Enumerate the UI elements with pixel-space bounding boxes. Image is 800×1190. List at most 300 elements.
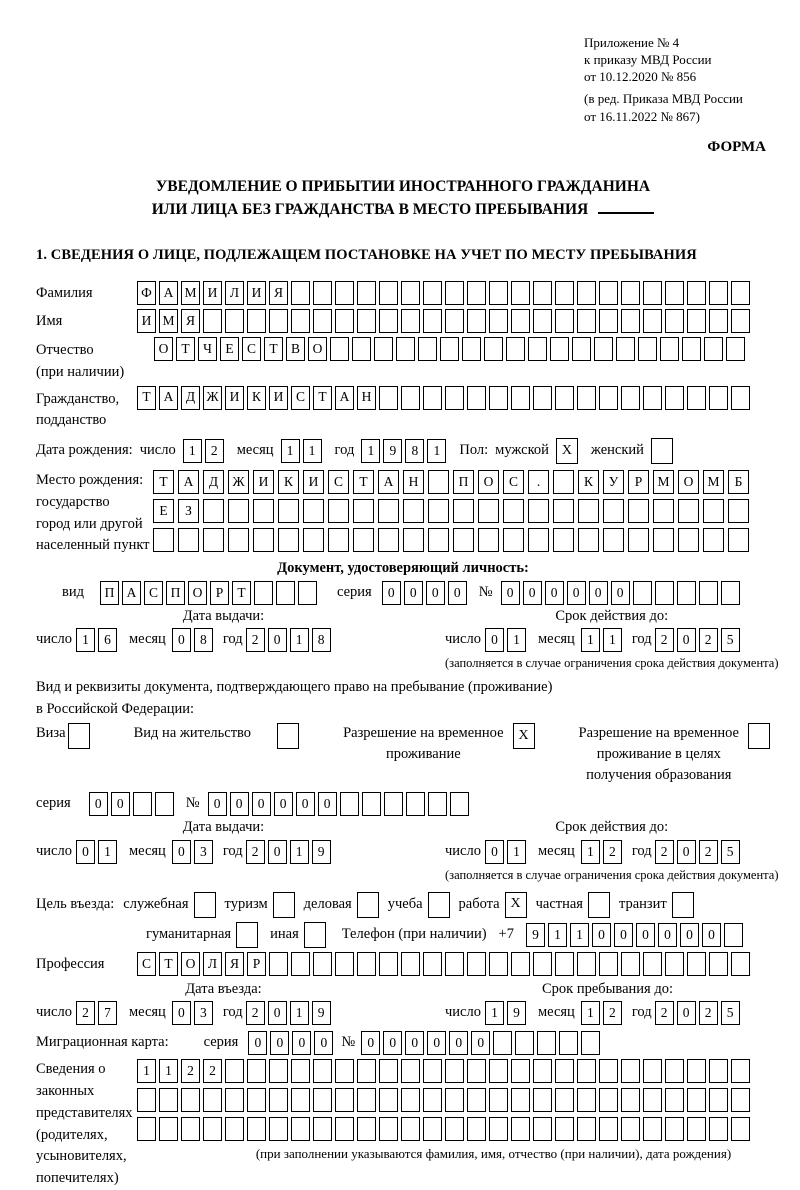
char-box[interactable] xyxy=(357,281,376,305)
char-box[interactable] xyxy=(228,499,249,523)
char-box[interactable] xyxy=(599,1088,618,1112)
char-box[interactable] xyxy=(467,952,486,976)
char-box[interactable]: 0 xyxy=(405,1031,424,1055)
char-box[interactable] xyxy=(665,952,684,976)
char-box[interactable]: 1 xyxy=(603,628,622,652)
char-box[interactable] xyxy=(396,337,415,361)
char-box[interactable] xyxy=(379,281,398,305)
char-box[interactable] xyxy=(709,386,728,410)
char-box[interactable] xyxy=(247,1117,266,1141)
char-box[interactable] xyxy=(225,1059,244,1083)
char-box[interactable] xyxy=(731,1088,750,1112)
char-box[interactable] xyxy=(678,528,699,552)
char-box[interactable]: Ж xyxy=(228,470,249,494)
char-box[interactable]: И xyxy=(269,386,288,410)
char-box[interactable] xyxy=(555,281,574,305)
char-box[interactable] xyxy=(253,499,274,523)
char-box[interactable] xyxy=(677,581,696,605)
char-box[interactable]: 1 xyxy=(361,439,380,463)
char-box[interactable]: 1 xyxy=(281,439,300,463)
char-box[interactable]: 0 xyxy=(172,840,191,864)
char-box[interactable] xyxy=(678,499,699,523)
char-box[interactable] xyxy=(621,281,640,305)
char-box[interactable] xyxy=(493,1031,512,1055)
char-box[interactable] xyxy=(247,1059,266,1083)
char-box[interactable]: Ч xyxy=(198,337,217,361)
char-box[interactable]: У xyxy=(603,470,624,494)
char-box[interactable] xyxy=(203,528,224,552)
char-box[interactable] xyxy=(533,281,552,305)
char-box[interactable] xyxy=(254,581,273,605)
char-box[interactable]: 0 xyxy=(270,1031,289,1055)
char-box[interactable] xyxy=(550,337,569,361)
char-box[interactable] xyxy=(687,386,706,410)
char-box[interactable] xyxy=(577,952,596,976)
char-box[interactable] xyxy=(665,1088,684,1112)
char-box[interactable] xyxy=(489,1117,508,1141)
char-box[interactable] xyxy=(379,386,398,410)
char-box[interactable]: Н xyxy=(403,470,424,494)
char-box[interactable] xyxy=(682,337,701,361)
char-box[interactable] xyxy=(511,386,530,410)
char-box[interactable] xyxy=(269,1088,288,1112)
char-box[interactable] xyxy=(660,337,679,361)
char-box[interactable]: 0 xyxy=(677,1001,696,1025)
char-box[interactable]: 2 xyxy=(203,1059,222,1083)
char-box[interactable] xyxy=(528,499,549,523)
char-box[interactable]: А xyxy=(178,470,199,494)
char-box[interactable] xyxy=(709,309,728,333)
char-box[interactable]: О xyxy=(308,337,327,361)
char-box[interactable] xyxy=(506,337,525,361)
char-box[interactable]: X xyxy=(513,723,535,749)
char-box[interactable] xyxy=(489,309,508,333)
char-box[interactable] xyxy=(704,337,723,361)
char-box[interactable]: 0 xyxy=(268,840,287,864)
char-box[interactable] xyxy=(328,528,349,552)
char-box[interactable] xyxy=(616,337,635,361)
char-box[interactable] xyxy=(577,309,596,333)
char-box[interactable] xyxy=(276,581,295,605)
char-box[interactable]: 1 xyxy=(507,840,526,864)
char-box[interactable]: 0 xyxy=(111,792,130,816)
char-box[interactable] xyxy=(247,1088,266,1112)
char-box[interactable] xyxy=(489,386,508,410)
char-box[interactable] xyxy=(581,1031,600,1055)
char-box[interactable] xyxy=(515,1031,534,1055)
char-box[interactable]: З xyxy=(178,499,199,523)
char-box[interactable] xyxy=(653,499,674,523)
char-box[interactable] xyxy=(577,281,596,305)
char-box[interactable]: 8 xyxy=(405,439,424,463)
char-box[interactable] xyxy=(269,309,288,333)
char-box[interactable]: 1 xyxy=(570,923,589,947)
char-box[interactable] xyxy=(357,892,379,918)
char-box[interactable] xyxy=(401,309,420,333)
char-box[interactable]: 1 xyxy=(581,840,600,864)
char-box[interactable] xyxy=(236,922,258,948)
char-box[interactable] xyxy=(651,438,673,464)
char-box[interactable]: О xyxy=(478,470,499,494)
char-box[interactable] xyxy=(313,952,332,976)
char-box[interactable] xyxy=(687,309,706,333)
char-box[interactable] xyxy=(378,499,399,523)
char-box[interactable] xyxy=(357,952,376,976)
char-box[interactable] xyxy=(450,792,469,816)
char-box[interactable] xyxy=(137,1088,156,1112)
char-box[interactable] xyxy=(578,528,599,552)
char-box[interactable]: 0 xyxy=(614,923,633,947)
char-box[interactable] xyxy=(511,1059,530,1083)
char-box[interactable] xyxy=(578,499,599,523)
char-box[interactable] xyxy=(225,309,244,333)
char-box[interactable]: М xyxy=(159,309,178,333)
char-box[interactable] xyxy=(203,1088,222,1112)
char-box[interactable] xyxy=(687,952,706,976)
char-box[interactable] xyxy=(278,499,299,523)
char-box[interactable] xyxy=(335,1088,354,1112)
char-box[interactable]: 0 xyxy=(296,792,315,816)
char-box[interactable] xyxy=(489,1059,508,1083)
char-box[interactable]: 0 xyxy=(382,581,401,605)
char-box[interactable] xyxy=(467,386,486,410)
char-box[interactable] xyxy=(728,528,749,552)
char-box[interactable]: 2 xyxy=(655,628,674,652)
char-box[interactable] xyxy=(621,386,640,410)
char-box[interactable] xyxy=(577,1117,596,1141)
char-box[interactable] xyxy=(577,386,596,410)
char-box[interactable] xyxy=(304,922,326,948)
char-box[interactable] xyxy=(687,281,706,305)
char-box[interactable]: 0 xyxy=(702,923,721,947)
char-box[interactable]: Н xyxy=(357,386,376,410)
char-box[interactable] xyxy=(303,528,324,552)
char-box[interactable] xyxy=(428,792,447,816)
char-box[interactable] xyxy=(181,1117,200,1141)
char-box[interactable] xyxy=(489,1088,508,1112)
char-box[interactable]: 5 xyxy=(721,1001,740,1025)
char-box[interactable]: Д xyxy=(203,470,224,494)
char-box[interactable]: 0 xyxy=(208,792,227,816)
char-box[interactable]: 0 xyxy=(427,1031,446,1055)
char-box[interactable] xyxy=(748,723,770,749)
char-box[interactable] xyxy=(665,1059,684,1083)
char-box[interactable] xyxy=(155,792,174,816)
char-box[interactable] xyxy=(643,1117,662,1141)
char-box[interactable] xyxy=(379,309,398,333)
char-box[interactable]: Т xyxy=(313,386,332,410)
char-box[interactable]: 0 xyxy=(89,792,108,816)
char-box[interactable] xyxy=(709,1117,728,1141)
char-box[interactable]: Р xyxy=(247,952,266,976)
char-box[interactable]: 7 xyxy=(98,1001,117,1025)
char-box[interactable] xyxy=(379,1059,398,1083)
char-box[interactable] xyxy=(721,581,740,605)
char-box[interactable] xyxy=(225,1117,244,1141)
char-box[interactable]: 0 xyxy=(252,792,271,816)
char-box[interactable]: 0 xyxy=(545,581,564,605)
char-box[interactable] xyxy=(313,309,332,333)
char-box[interactable] xyxy=(484,337,503,361)
char-box[interactable]: 2 xyxy=(699,1001,718,1025)
char-box[interactable]: 0 xyxy=(567,581,586,605)
char-box[interactable] xyxy=(599,281,618,305)
char-box[interactable]: 0 xyxy=(268,628,287,652)
char-box[interactable]: 0 xyxy=(677,840,696,864)
char-box[interactable]: К xyxy=(578,470,599,494)
char-box[interactable] xyxy=(401,952,420,976)
char-box[interactable]: И xyxy=(137,309,156,333)
char-box[interactable]: Я xyxy=(269,281,288,305)
char-box[interactable]: X xyxy=(556,438,578,464)
char-box[interactable]: Т xyxy=(264,337,283,361)
char-box[interactable]: 1 xyxy=(548,923,567,947)
char-box[interactable] xyxy=(503,499,524,523)
char-box[interactable]: Л xyxy=(203,952,222,976)
char-box[interactable]: 1 xyxy=(485,1001,504,1025)
char-box[interactable] xyxy=(291,1117,310,1141)
char-box[interactable] xyxy=(643,1059,662,1083)
char-box[interactable] xyxy=(478,528,499,552)
char-box[interactable]: 8 xyxy=(312,628,331,652)
char-box[interactable] xyxy=(423,952,442,976)
char-box[interactable]: 3 xyxy=(194,840,213,864)
char-box[interactable]: 2 xyxy=(181,1059,200,1083)
char-box[interactable] xyxy=(533,386,552,410)
char-box[interactable]: 1 xyxy=(507,628,526,652)
char-box[interactable] xyxy=(621,309,640,333)
char-box[interactable] xyxy=(291,309,310,333)
char-box[interactable]: И xyxy=(203,281,222,305)
char-box[interactable] xyxy=(599,1117,618,1141)
char-box[interactable] xyxy=(137,1117,156,1141)
char-box[interactable] xyxy=(362,792,381,816)
char-box[interactable]: 0 xyxy=(449,1031,468,1055)
char-box[interactable] xyxy=(728,499,749,523)
char-box[interactable] xyxy=(687,1117,706,1141)
char-box[interactable] xyxy=(643,309,662,333)
char-box[interactable]: 2 xyxy=(246,840,265,864)
char-box[interactable] xyxy=(621,1059,640,1083)
char-box[interactable]: С xyxy=(291,386,310,410)
char-box[interactable]: 0 xyxy=(426,581,445,605)
char-box[interactable] xyxy=(555,386,574,410)
char-box[interactable] xyxy=(599,952,618,976)
char-box[interactable]: Т xyxy=(353,470,374,494)
char-box[interactable]: 0 xyxy=(383,1031,402,1055)
char-box[interactable] xyxy=(462,337,481,361)
char-box[interactable] xyxy=(445,386,464,410)
char-box[interactable]: 9 xyxy=(507,1001,526,1025)
char-box[interactable] xyxy=(621,1117,640,1141)
char-box[interactable] xyxy=(467,281,486,305)
char-box[interactable]: В xyxy=(286,337,305,361)
char-box[interactable] xyxy=(423,309,442,333)
char-box[interactable]: 5 xyxy=(721,840,740,864)
char-box[interactable] xyxy=(503,528,524,552)
char-box[interactable] xyxy=(401,1088,420,1112)
char-box[interactable]: 0 xyxy=(230,792,249,816)
char-box[interactable]: Т xyxy=(176,337,195,361)
char-box[interactable] xyxy=(588,892,610,918)
char-box[interactable] xyxy=(384,792,403,816)
char-box[interactable] xyxy=(665,281,684,305)
char-box[interactable] xyxy=(699,581,718,605)
char-box[interactable]: Р xyxy=(210,581,229,605)
char-box[interactable] xyxy=(335,1059,354,1083)
char-box[interactable] xyxy=(335,952,354,976)
char-box[interactable]: 2 xyxy=(246,1001,265,1025)
char-box[interactable] xyxy=(709,952,728,976)
char-box[interactable]: Е xyxy=(220,337,239,361)
char-box[interactable] xyxy=(353,528,374,552)
char-box[interactable]: 6 xyxy=(98,628,117,652)
char-box[interactable] xyxy=(423,1088,442,1112)
char-box[interactable]: 1 xyxy=(427,439,446,463)
char-box[interactable]: 0 xyxy=(677,628,696,652)
char-box[interactable] xyxy=(533,1088,552,1112)
char-box[interactable] xyxy=(291,952,310,976)
char-box[interactable]: 1 xyxy=(183,439,202,463)
char-box[interactable] xyxy=(401,386,420,410)
char-box[interactable]: Т xyxy=(159,952,178,976)
char-box[interactable] xyxy=(665,309,684,333)
char-box[interactable]: О xyxy=(188,581,207,605)
char-box[interactable]: 0 xyxy=(274,792,293,816)
char-box[interactable] xyxy=(572,337,591,361)
char-box[interactable]: И xyxy=(253,470,274,494)
char-box[interactable] xyxy=(277,723,299,749)
char-box[interactable] xyxy=(555,1088,574,1112)
char-box[interactable]: 0 xyxy=(471,1031,490,1055)
char-box[interactable] xyxy=(181,1088,200,1112)
char-box[interactable]: Т xyxy=(232,581,251,605)
char-box[interactable] xyxy=(269,1117,288,1141)
char-box[interactable] xyxy=(423,1117,442,1141)
char-box[interactable]: С xyxy=(144,581,163,605)
char-box[interactable] xyxy=(467,309,486,333)
char-box[interactable]: А xyxy=(335,386,354,410)
char-box[interactable] xyxy=(133,792,152,816)
char-box[interactable]: Я xyxy=(225,952,244,976)
char-box[interactable] xyxy=(291,1059,310,1083)
char-box[interactable] xyxy=(269,952,288,976)
char-box[interactable] xyxy=(577,1059,596,1083)
char-box[interactable] xyxy=(357,1088,376,1112)
char-box[interactable]: И xyxy=(247,281,266,305)
char-box[interactable] xyxy=(603,528,624,552)
char-box[interactable] xyxy=(528,337,547,361)
char-box[interactable]: 1 xyxy=(303,439,322,463)
char-box[interactable]: 3 xyxy=(194,1001,213,1025)
char-box[interactable] xyxy=(445,1088,464,1112)
char-box[interactable]: Т xyxy=(153,470,174,494)
char-box[interactable]: М xyxy=(653,470,674,494)
char-box[interactable] xyxy=(655,581,674,605)
char-box[interactable] xyxy=(703,499,724,523)
char-box[interactable]: 8 xyxy=(194,628,213,652)
char-box[interactable] xyxy=(440,337,459,361)
char-box[interactable] xyxy=(269,1059,288,1083)
char-box[interactable] xyxy=(335,281,354,305)
char-box[interactable] xyxy=(428,528,449,552)
char-box[interactable]: 0 xyxy=(485,628,504,652)
char-box[interactable]: 1 xyxy=(137,1059,156,1083)
char-box[interactable] xyxy=(577,1088,596,1112)
char-box[interactable]: 1 xyxy=(290,628,309,652)
char-box[interactable] xyxy=(225,1088,244,1112)
char-box[interactable]: 0 xyxy=(589,581,608,605)
char-box[interactable] xyxy=(489,281,508,305)
char-box[interactable] xyxy=(418,337,437,361)
char-box[interactable]: 0 xyxy=(485,840,504,864)
char-box[interactable]: П xyxy=(453,470,474,494)
char-box[interactable] xyxy=(726,337,745,361)
char-box[interactable]: М xyxy=(703,470,724,494)
char-box[interactable]: 9 xyxy=(526,923,545,947)
char-box[interactable] xyxy=(603,499,624,523)
char-box[interactable] xyxy=(194,892,216,918)
char-box[interactable] xyxy=(709,281,728,305)
char-box[interactable]: П xyxy=(166,581,185,605)
char-box[interactable] xyxy=(633,581,652,605)
char-box[interactable] xyxy=(533,1117,552,1141)
char-box[interactable]: 0 xyxy=(680,923,699,947)
char-box[interactable] xyxy=(313,1117,332,1141)
char-box[interactable] xyxy=(378,528,399,552)
char-box[interactable] xyxy=(445,281,464,305)
char-box[interactable] xyxy=(511,1088,530,1112)
char-box[interactable] xyxy=(553,499,574,523)
char-box[interactable]: С xyxy=(503,470,524,494)
char-box[interactable]: . xyxy=(528,470,549,494)
char-box[interactable]: Р xyxy=(628,470,649,494)
char-box[interactable] xyxy=(203,1117,222,1141)
char-box[interactable] xyxy=(643,1088,662,1112)
char-box[interactable] xyxy=(467,1117,486,1141)
char-box[interactable] xyxy=(406,792,425,816)
char-box[interactable] xyxy=(731,309,750,333)
char-box[interactable]: О xyxy=(181,952,200,976)
char-box[interactable] xyxy=(330,337,349,361)
char-box[interactable] xyxy=(423,386,442,410)
char-box[interactable] xyxy=(428,892,450,918)
char-box[interactable] xyxy=(428,499,449,523)
char-box[interactable] xyxy=(352,337,371,361)
char-box[interactable] xyxy=(453,528,474,552)
char-box[interactable]: 0 xyxy=(172,628,191,652)
char-box[interactable] xyxy=(335,309,354,333)
char-box[interactable] xyxy=(628,528,649,552)
char-box[interactable] xyxy=(403,528,424,552)
char-box[interactable]: 2 xyxy=(246,628,265,652)
char-box[interactable]: Я xyxy=(181,309,200,333)
char-box[interactable] xyxy=(643,386,662,410)
char-box[interactable] xyxy=(313,1059,332,1083)
char-box[interactable] xyxy=(253,528,274,552)
char-box[interactable] xyxy=(621,1088,640,1112)
char-box[interactable] xyxy=(731,386,750,410)
char-box[interactable] xyxy=(724,923,743,947)
char-box[interactable]: Т xyxy=(137,386,156,410)
char-box[interactable]: Ж xyxy=(203,386,222,410)
char-box[interactable] xyxy=(401,1117,420,1141)
char-box[interactable] xyxy=(709,1059,728,1083)
char-box[interactable]: 0 xyxy=(611,581,630,605)
char-box[interactable]: 0 xyxy=(501,581,520,605)
char-box[interactable] xyxy=(555,1117,574,1141)
char-box[interactable] xyxy=(599,309,618,333)
